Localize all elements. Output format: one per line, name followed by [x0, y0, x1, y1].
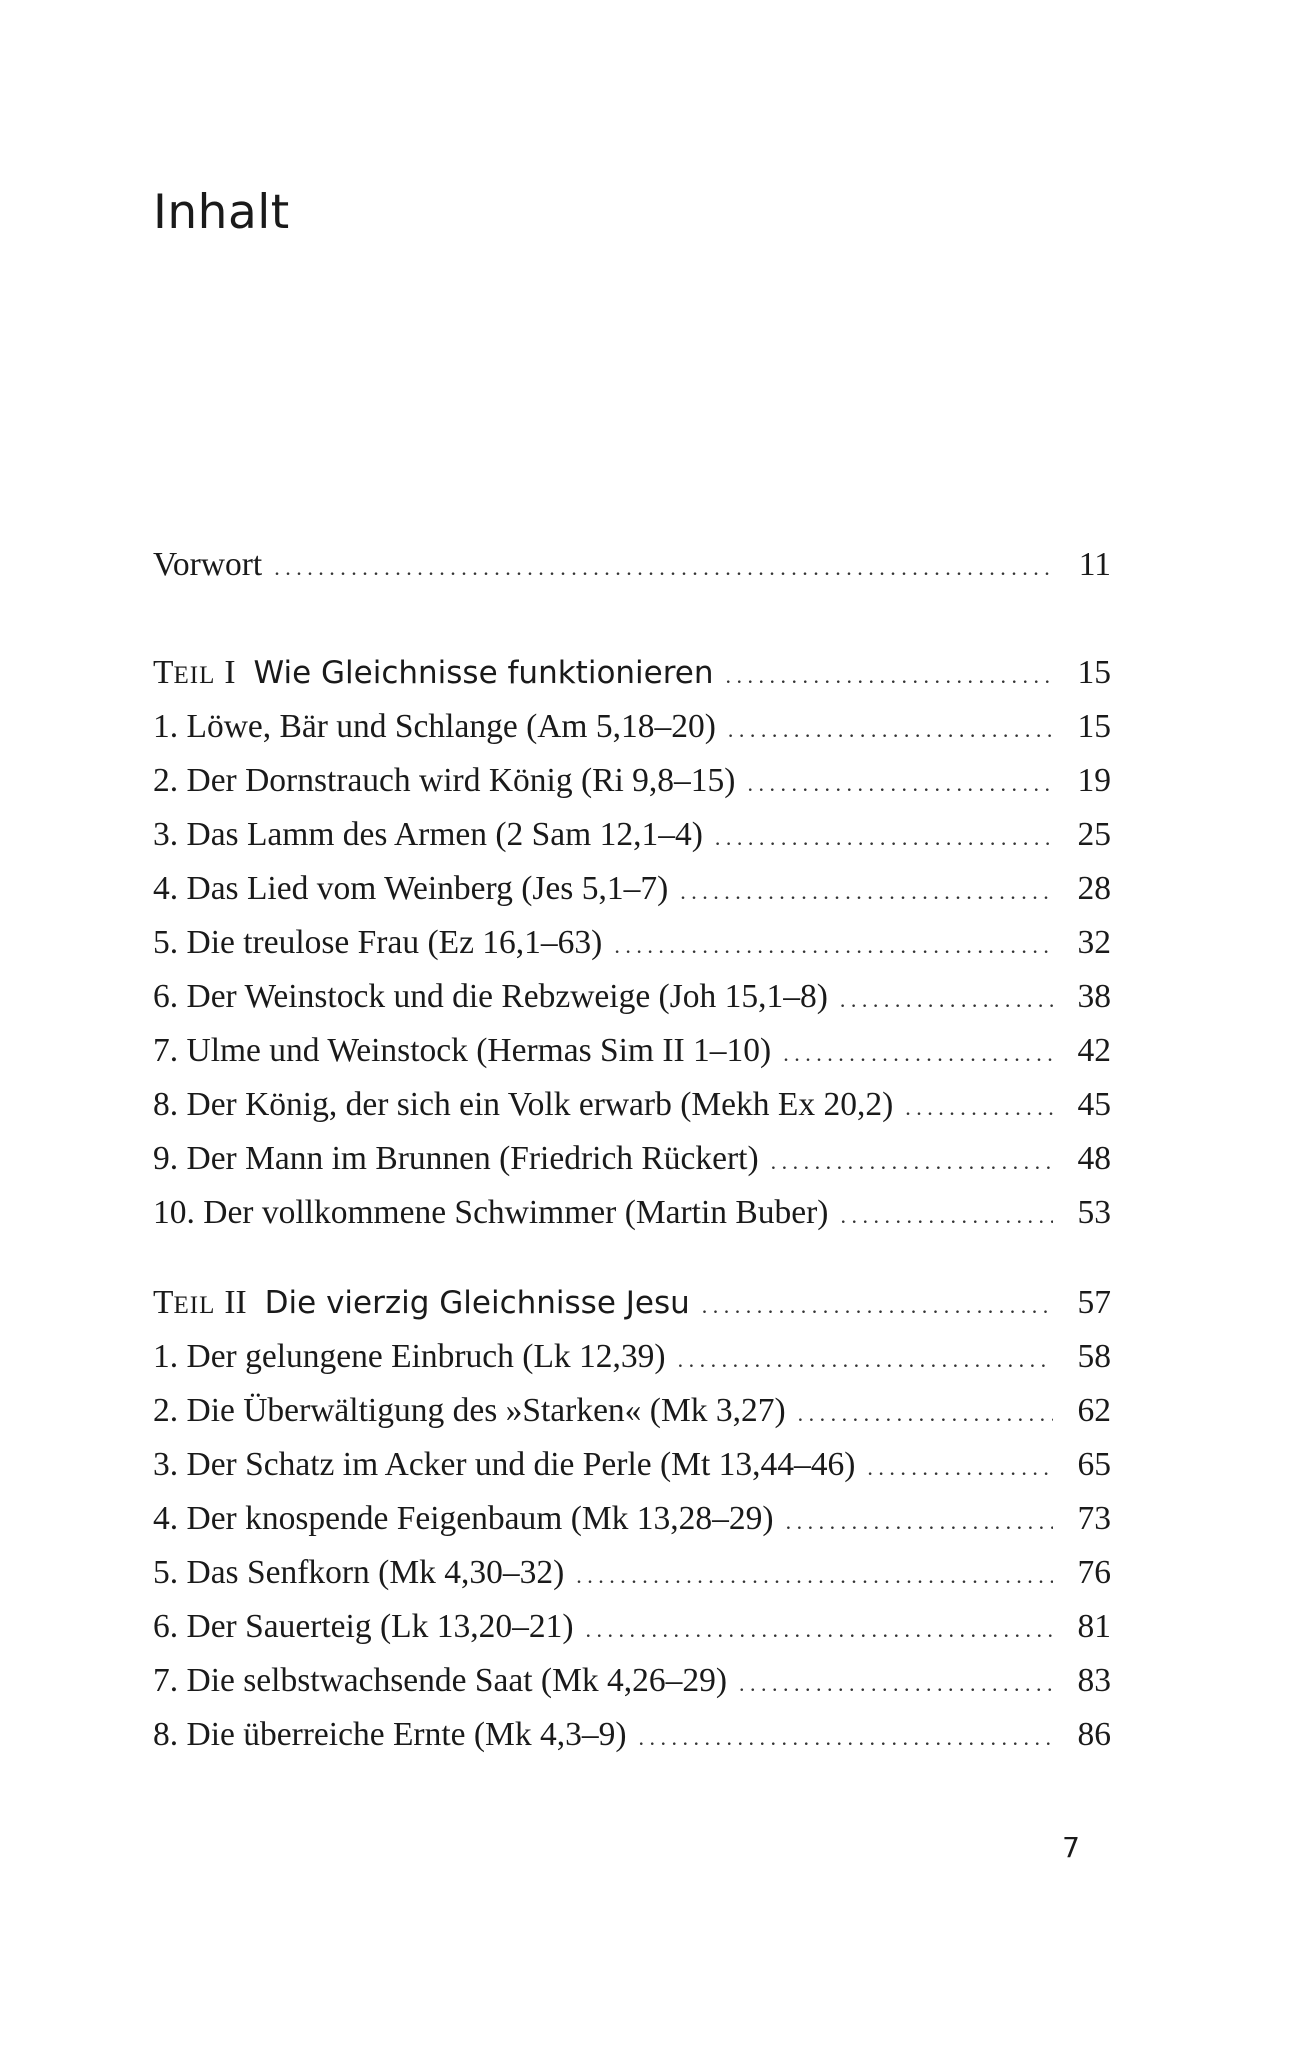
toc-entry-preface[interactable]	[153, 538, 1111, 592]
toc-entry[interactable]	[153, 970, 1111, 1024]
toc-entry-label: 8. Der König, der sich ein Volk erwarb (Mekh Ex 20,2)	[153, 1086, 894, 1123]
dot-leader	[576, 1549, 1053, 1603]
toc-entry[interactable]	[153, 1384, 1111, 1438]
toc-entry-label: 8. Die überreiche Ernte (Mk 4,3–9)	[153, 1716, 627, 1753]
toc-entry-label: 7. Ulme und Weinstock (Hermas Sim II 1–10)	[153, 1032, 772, 1069]
toc-page-number: 57	[1077, 1284, 1111, 1321]
dot-leader	[678, 1333, 1053, 1387]
toc-page-number: 76	[1077, 1554, 1111, 1591]
toc-part-heading-1[interactable]	[153, 646, 1111, 700]
toc-page-number: 65	[1077, 1446, 1111, 1483]
toc-page-number: 86	[1077, 1716, 1111, 1753]
dot-leader	[586, 1603, 1053, 1657]
toc-entry-label: 5. Die treulose Frau (Ez 16,1–63)	[153, 924, 603, 961]
dot-leader	[840, 1189, 1053, 1243]
toc-entry-label: 10. Der vollkommene Schwimmer (Martin Buber)	[153, 1194, 829, 1231]
part-heading-label	[153, 1276, 690, 1333]
toc-entry-label: 1. Löwe, Bär und Schlange (Am 5,18–20)	[153, 708, 716, 745]
toc-entry-label: Vorwort	[153, 546, 263, 583]
toc-entry[interactable]	[153, 1078, 1111, 1132]
toc-page-number: 38	[1077, 978, 1111, 1015]
dot-leader	[728, 703, 1053, 757]
toc-entry[interactable]	[153, 1546, 1111, 1600]
toc-entry-label: 3. Das Lamm des Armen (2 Sam 12,1–4)	[153, 816, 703, 853]
toc-entry[interactable]	[153, 1330, 1111, 1384]
toc-entry-label: 5. Das Senfkorn (Mk 4,30–32)	[153, 1554, 565, 1591]
dot-leader	[680, 865, 1053, 919]
toc-page-number: 58	[1077, 1338, 1111, 1375]
dot-leader	[905, 1081, 1053, 1135]
toc-page-number: 28	[1077, 870, 1111, 907]
toc-page-number: 32	[1077, 924, 1111, 961]
toc-page-number: 53	[1077, 1194, 1111, 1231]
toc-page-number: 83	[1077, 1662, 1111, 1699]
page-number: 7	[1062, 1831, 1080, 1864]
dot-leader	[702, 1279, 1053, 1333]
dot-leader	[726, 649, 1053, 703]
toc-entry-label: 6. Der Sauerteig (Lk 13,20–21)	[153, 1608, 574, 1645]
toc-entry-label: 2. Die Überwältigung des »Starken« (Mk 3,27)	[153, 1392, 786, 1429]
toc-page-number: 48	[1077, 1140, 1111, 1177]
toc-page-number: 42	[1077, 1032, 1111, 1069]
toc-page-number: 45	[1077, 1086, 1111, 1123]
dot-leader	[771, 1135, 1053, 1189]
dot-leader	[739, 1657, 1053, 1711]
dot-leader	[747, 757, 1053, 811]
toc-entry[interactable]	[153, 1132, 1111, 1186]
toc-entry[interactable]	[153, 754, 1111, 808]
toc-entry-label: 2. Der Dornstrauch wird König (Ri 9,8–15)	[153, 762, 736, 799]
dot-leader	[614, 919, 1053, 973]
toc-entry[interactable]	[153, 862, 1111, 916]
part-heading-label	[153, 646, 714, 703]
part-prefix: TEIL	[153, 654, 216, 691]
part-prefix: TEIL	[153, 1284, 216, 1321]
toc-page-number: 81	[1077, 1608, 1111, 1645]
toc-page-number: 19	[1077, 762, 1111, 799]
toc-entry[interactable]	[153, 916, 1111, 970]
toc-entry-label: 6. Der Weinstock und die Rebzweige (Joh 15,1–8)	[153, 978, 828, 1015]
toc-entry-label: 4. Der knospende Feigenbaum (Mk 13,28–29)	[153, 1500, 774, 1537]
part-numeral: I	[224, 654, 236, 691]
toc-entry[interactable]	[153, 1600, 1111, 1654]
toc-entry[interactable]	[153, 1186, 1111, 1240]
part-numeral: II	[224, 1284, 247, 1321]
dot-leader	[274, 541, 1053, 595]
dot-leader	[786, 1495, 1053, 1549]
toc-entry-label: 3. Der Schatz im Acker und die Perle (Mt 13,44–46)	[153, 1446, 856, 1483]
dot-leader	[715, 811, 1053, 865]
toc-entry[interactable]	[153, 1492, 1111, 1546]
page-title: Inhalt	[153, 185, 290, 240]
toc-entry[interactable]	[153, 1024, 1111, 1078]
toc-page-number: 25	[1077, 816, 1111, 853]
toc-entry[interactable]	[153, 1438, 1111, 1492]
toc-entry-label: 7. Die selbstwachsende Saat (Mk 4,26–29)	[153, 1662, 728, 1699]
dot-leader	[840, 973, 1053, 1027]
toc-entry-label: 1. Der gelungene Einbruch (Lk 12,39)	[153, 1338, 666, 1375]
toc-part-heading-2[interactable]	[153, 1276, 1111, 1330]
toc-entry-label: 4. Das Lied vom Weinberg (Jes 5,1–7)	[153, 870, 669, 907]
toc-page-number: 15	[1077, 654, 1111, 691]
dot-leader	[638, 1711, 1053, 1765]
part-title: Die vierzig Gleichnisse Jesu	[264, 1285, 690, 1321]
toc-entry[interactable]	[153, 808, 1111, 862]
toc-entry[interactable]	[153, 1654, 1111, 1708]
toc-entry-label: 9. Der Mann im Brunnen (Friedrich Rückert)	[153, 1140, 759, 1177]
part-title: Wie Gleichnisse funktionieren	[253, 655, 714, 691]
toc-page-number: 62	[1077, 1392, 1111, 1429]
toc-page-number: 15	[1077, 708, 1111, 745]
dot-leader	[798, 1387, 1053, 1441]
dot-leader	[783, 1027, 1053, 1081]
toc-entry[interactable]	[153, 700, 1111, 754]
toc-page-number: 11	[1078, 546, 1111, 583]
dot-leader	[867, 1441, 1053, 1495]
toc-entry[interactable]	[153, 1708, 1111, 1762]
toc-page-number: 73	[1077, 1500, 1111, 1537]
